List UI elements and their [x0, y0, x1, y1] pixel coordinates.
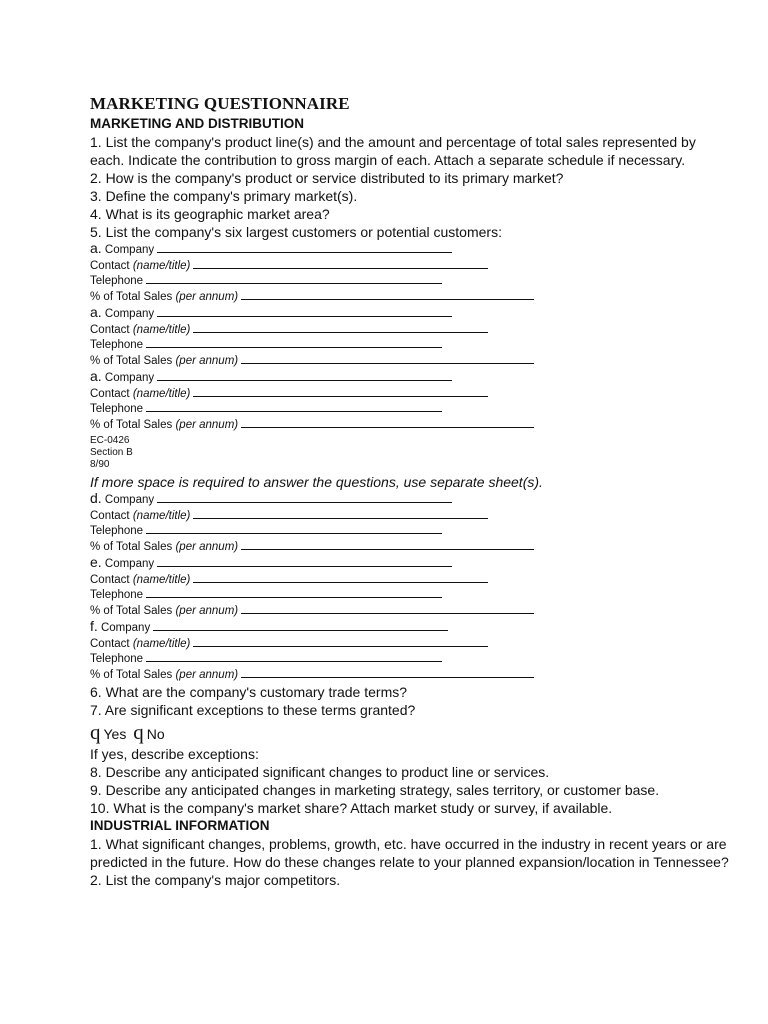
form-identifier — [90, 435, 730, 471]
questionnaire-page — [90, 93, 730, 889]
form-number: EC-0426 — [90, 435, 130, 446]
company-field[interactable] — [157, 307, 452, 317]
telephone-label: Telephone — [90, 275, 144, 287]
yes-no-checkboxes — [90, 722, 730, 744]
company-label: Company — [100, 622, 151, 634]
questions-part3 — [90, 745, 730, 817]
sales-label: % of Total Sales — [90, 668, 173, 681]
company-field[interactable] — [157, 243, 452, 253]
contact-note: (name/title) — [132, 637, 191, 650]
sales-label: % of Total Sales — [90, 418, 173, 431]
customer-block — [90, 305, 730, 369]
company-field[interactable] — [157, 557, 452, 567]
sales-field[interactable] — [241, 290, 534, 300]
sales-line — [90, 354, 730, 370]
form-date: 8/90 — [90, 459, 110, 470]
telephone-label: Telephone — [90, 525, 144, 537]
telephone-field[interactable] — [146, 274, 442, 284]
telephone-line — [90, 274, 730, 290]
company-label: Company — [104, 558, 155, 570]
sales-note: (per annum) — [175, 290, 239, 303]
telephone-field[interactable] — [146, 402, 442, 412]
contact-label: Contact — [90, 259, 130, 272]
telephone-line — [90, 402, 730, 418]
question-5: 5. List the company's six largest customers or potential customers: — [90, 224, 502, 240]
sales-label: % of Total Sales — [90, 354, 173, 367]
yes-checkbox[interactable]: q — [90, 720, 101, 744]
customer-block — [90, 241, 730, 305]
questions-part2 — [90, 683, 730, 719]
document-title: MARKETING QUESTIONNAIRE — [90, 94, 350, 113]
company-line — [90, 555, 730, 573]
customer-letter: a. — [90, 368, 102, 384]
sales-field[interactable] — [241, 604, 534, 614]
company-field[interactable] — [157, 493, 452, 503]
sales-note: (per annum) — [175, 540, 239, 553]
contact-label: Contact — [90, 573, 130, 586]
contact-line — [90, 259, 730, 275]
no-checkbox[interactable]: q — [133, 720, 144, 744]
customer-blocks-group-2 — [90, 491, 730, 683]
customer-letter: a. — [90, 240, 102, 256]
contact-field[interactable] — [193, 509, 488, 519]
question-6: 6. What are the company's customary trade terms? — [90, 684, 408, 700]
telephone-line — [90, 338, 730, 354]
contact-field[interactable] — [193, 637, 488, 647]
sales-line — [90, 418, 730, 434]
contact-field[interactable] — [193, 387, 488, 397]
sales-line — [90, 668, 730, 684]
sales-line — [90, 290, 730, 306]
question-3: 3. Define the company's primary market(s). — [90, 188, 358, 204]
space-note: If more space is required to answer the questions, use separate sheet(s). — [90, 474, 543, 490]
sales-label: % of Total Sales — [90, 290, 173, 303]
contact-note: (name/title) — [132, 387, 191, 400]
contact-field[interactable] — [193, 573, 488, 583]
contact-note: (name/title) — [132, 509, 191, 522]
telephone-field[interactable] — [146, 524, 442, 534]
question-10: 10. What is the company's market share? Attach market study or survey, if available. — [90, 800, 613, 816]
question-2: 2. How is the company's product or service distributed to its primary market? — [90, 170, 564, 186]
customer-block — [90, 555, 730, 619]
questions-part1 — [90, 133, 730, 241]
telephone-label: Telephone — [90, 653, 144, 665]
company-label: Company — [104, 494, 155, 506]
section-heading-marketing: MARKETING AND DISTRIBUTION — [90, 116, 304, 131]
question-8: 8. Describe any anticipated significant changes to product line or services. — [90, 764, 550, 780]
company-line — [90, 305, 730, 323]
contact-note: (name/title) — [132, 323, 191, 336]
sales-line — [90, 540, 730, 556]
contact-label: Contact — [90, 323, 130, 336]
telephone-label: Telephone — [90, 403, 144, 415]
question-9: 9. Describe any anticipated changes in marketing strategy, sales territory, or customer base. — [90, 782, 660, 798]
contact-line — [90, 509, 730, 525]
telephone-field[interactable] — [146, 338, 442, 348]
company-field[interactable] — [153, 621, 448, 631]
sales-line — [90, 604, 730, 620]
form-section: Section B — [90, 447, 133, 458]
customer-letter: f. — [90, 618, 98, 634]
contact-line — [90, 323, 730, 339]
telephone-field[interactable] — [146, 652, 442, 662]
contact-line — [90, 573, 730, 589]
sales-note: (per annum) — [175, 668, 239, 681]
customer-block — [90, 491, 730, 555]
contact-line — [90, 387, 730, 403]
sales-note: (per annum) — [175, 354, 239, 367]
company-line — [90, 369, 730, 387]
company-line — [90, 619, 730, 637]
sales-note: (per annum) — [175, 418, 239, 431]
sales-field[interactable] — [241, 540, 534, 550]
customer-blocks-group-1 — [90, 241, 730, 433]
sales-field[interactable] — [241, 418, 534, 428]
yes-label: Yes — [103, 726, 127, 742]
company-line — [90, 241, 730, 259]
no-label: No — [146, 726, 165, 742]
telephone-field[interactable] — [146, 588, 442, 598]
sales-field[interactable] — [241, 354, 534, 364]
sales-note: (per annum) — [175, 604, 239, 617]
contact-line — [90, 637, 730, 653]
telephone-line — [90, 588, 730, 604]
sales-field[interactable] — [241, 668, 534, 678]
customer-letter: a. — [90, 304, 102, 320]
company-line — [90, 491, 730, 509]
contact-label: Contact — [90, 387, 130, 400]
question-7: 7. Are significant exceptions to these terms granted? — [90, 702, 416, 718]
company-label: Company — [104, 308, 155, 320]
customer-letter: d. — [90, 490, 102, 506]
question-1: 1. List the company's product line(s) and the amount and percentage of total sales represented by each. Indicate the contribution to gross margin of each. Attach a separate schedule if necessary. — [90, 134, 696, 168]
company-field[interactable] — [157, 371, 452, 381]
industry-question-2: 2. List the company's major competitors. — [90, 872, 341, 888]
contact-note: (name/title) — [132, 259, 191, 272]
contact-label: Contact — [90, 637, 130, 650]
questions-part4 — [90, 835, 730, 889]
telephone-label: Telephone — [90, 339, 144, 351]
contact-field[interactable] — [193, 323, 488, 333]
exceptions-prompt: If yes, describe exceptions: — [90, 746, 259, 762]
contact-field[interactable] — [193, 259, 488, 269]
customer-letter: e. — [90, 554, 102, 570]
customer-block — [90, 619, 730, 683]
contact-note: (name/title) — [132, 573, 191, 586]
contact-label: Contact — [90, 509, 130, 522]
telephone-label: Telephone — [90, 589, 144, 601]
question-4: 4. What is its geographic market area? — [90, 206, 330, 222]
telephone-line — [90, 524, 730, 540]
industry-question-1: 1. What significant changes, problems, growth, etc. have occurred in the industry in recent years or are predicted in the future. How do these changes relate to your planned expansion/location in Tennessee? — [90, 836, 729, 870]
telephone-line — [90, 652, 730, 668]
company-label: Company — [104, 372, 155, 384]
sales-label: % of Total Sales — [90, 604, 173, 617]
sales-label: % of Total Sales — [90, 540, 173, 553]
section-heading-industrial: INDUSTRIAL INFORMATION — [90, 818, 270, 833]
customer-block — [90, 369, 730, 433]
company-label: Company — [104, 244, 155, 256]
